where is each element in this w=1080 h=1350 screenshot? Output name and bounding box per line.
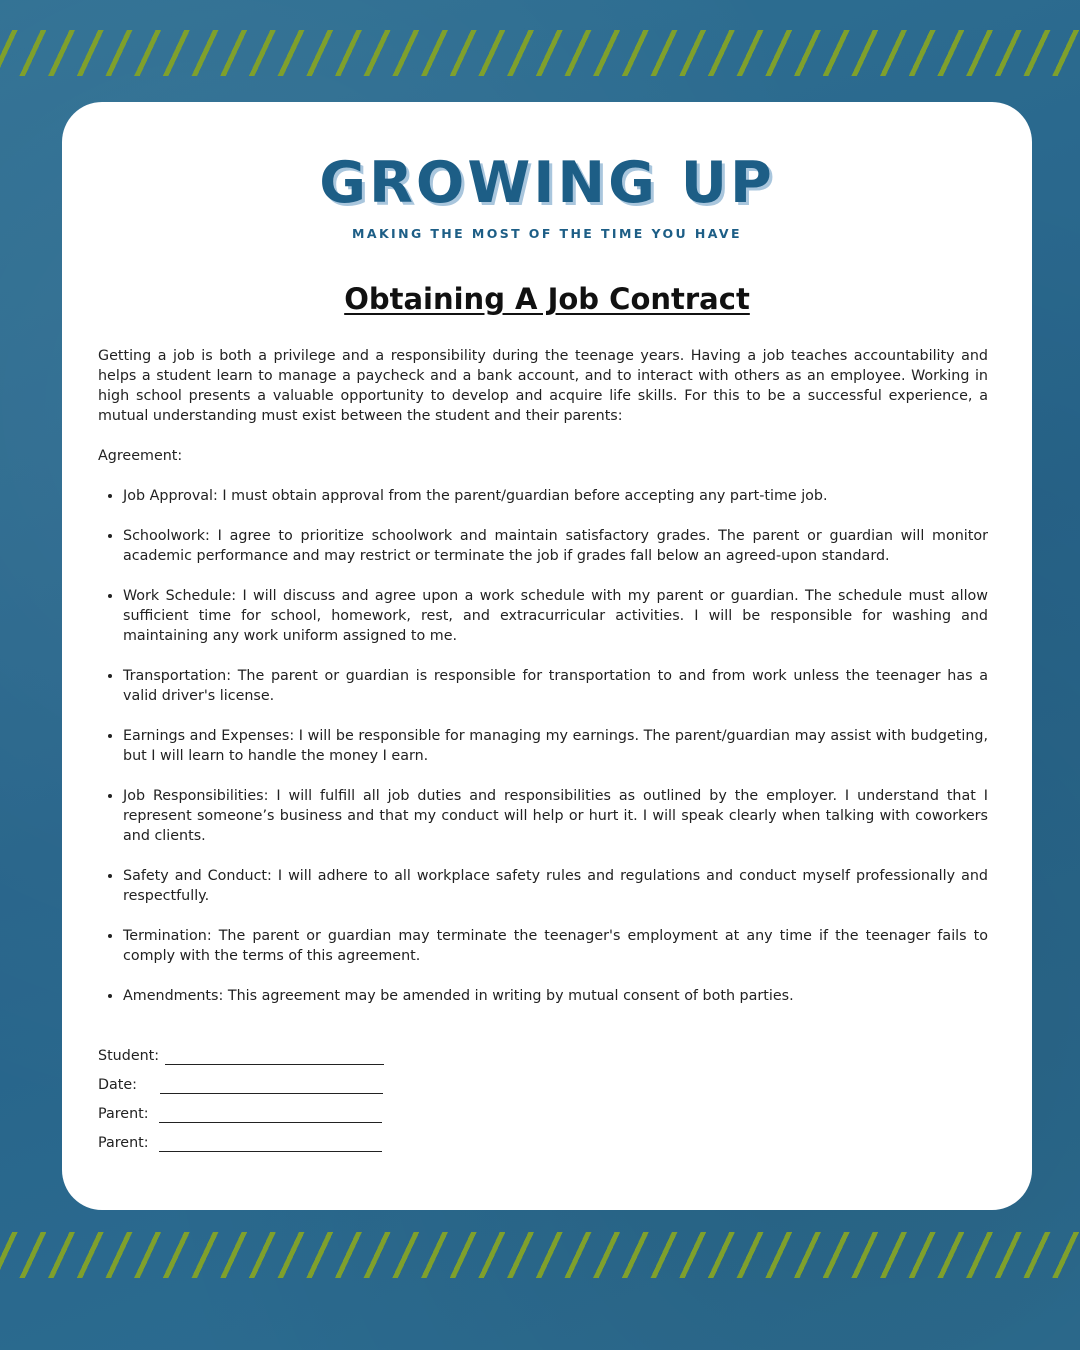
contract-card [62,102,1032,1210]
brand-subtitle: MAKING THE MOST OF THE TIME YOU HAVE [352,226,742,241]
term-item: • Work Schedule: I will discuss and agree upon a work schedule with my parent or guardian. The schedule must allow sufficient time for school, homework, rest, and extracurricular activities. I will be responsible for washing and maintaining any work uniform assigned to me. [123,586,988,646]
signature-label: Parent: [98,1135,149,1151]
signature-label: Date: [98,1077,137,1093]
signature-line-parent-1[interactable] [159,1122,382,1123]
signature-line-student[interactable] [165,1064,384,1065]
term-item: • Job Approval: I must obtain approval from the parent/guardian before accepting any part-time job. [123,486,988,506]
decorative-stripes-top [0,30,1080,76]
document-title: Obtaining A Job Contract [344,282,750,316]
signature-line-parent-2[interactable] [159,1151,382,1152]
signature-label: Parent: [98,1106,149,1122]
term-item: • Job Responsibilities: I will fulfill all job duties and responsibilities as outlined by the employer. I understand that I represent someone’s business and that my conduct will help or hurt it. I will speak clearly when talking with coworkers and clients. [123,786,988,846]
term-item: • Schoolwork: I agree to prioritize schoolwork and maintain satisfactory grades. The parent or guardian will monitor academic performance and may restrict or terminate the job if grades fall below an agreed-upon standard. [123,526,988,566]
intro-paragraph: Getting a job is both a privilege and a responsibility during the teenage years. Having a job teaches accountability and helps a student learn to manage a paycheck and a bank account, and to interact with others as an employee. Working in high school presents a valuable opportunity to develop and acquire life skills. For this to be a successful experience, a mutual understanding must exist between the student and their parents: [98,348,988,424]
brand-title: GROWING UP [319,150,775,216]
term-item: • Amendments: This agreement may be amended in writing by mutual consent of both parties. [123,986,988,1006]
term-item: • Safety and Conduct: I will adhere to all workplace safety rules and regulations and conduct myself professionally and respectfully. [123,866,988,906]
term-item: • Termination: The parent or guardian may terminate the teenager's employment at any time if the teenager fails to comply with the terms of this agreement. [123,926,988,966]
decorative-stripes-bottom [0,1232,1080,1278]
signature-label: Student: [98,1048,160,1064]
agreement-label: Agreement: [98,448,183,464]
terms-list [98,486,988,1006]
signature-line-date[interactable] [160,1093,383,1094]
term-item: • Transportation: The parent or guardian is responsible for transportation to and from work unless the teenager has a valid driver's license. [123,666,988,706]
brand-header [62,152,1032,241]
term-item: • Earnings and Expenses: I will be responsible for managing my earnings. The parent/guardian may assist with budgeting, but I will learn to handle the money I earn. [123,726,988,766]
contract-body [98,346,988,1006]
